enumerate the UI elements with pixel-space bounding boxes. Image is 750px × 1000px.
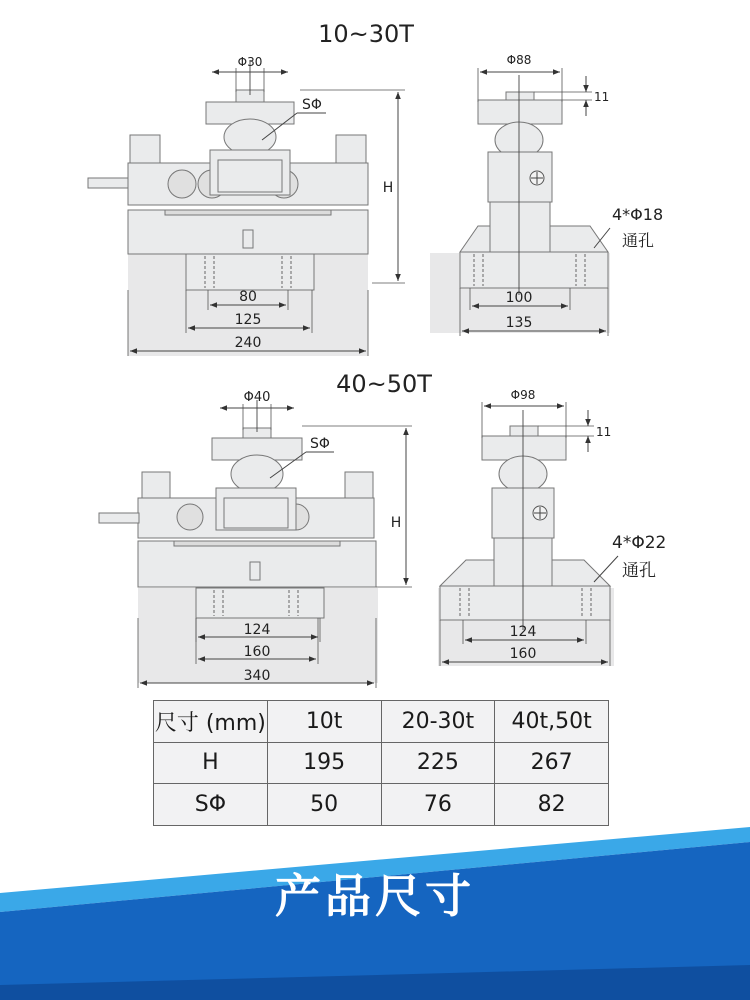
large-base [196, 588, 324, 618]
dim-phi98: Φ98 [510, 388, 536, 402]
dim-h-large: H [390, 515, 402, 531]
label-through-hole: 通孔 [622, 231, 655, 250]
footer-title: 产品尺寸 [275, 869, 475, 923]
left-end-block [130, 135, 160, 163]
load-block-inner [218, 160, 282, 192]
dim-100: 100 [505, 290, 533, 306]
table-header-cell: 10t [267, 701, 381, 743]
spec-table [153, 700, 609, 826]
table-cell: 225 [381, 742, 495, 784]
dim-80: 80 [239, 289, 257, 305]
label-sphere-large: SΦ [310, 436, 330, 452]
large-right-block [345, 472, 373, 498]
dim-125: 125 [234, 312, 262, 328]
title-10-30t: 10~30T [318, 20, 414, 48]
dim-11: 11 [594, 90, 610, 104]
side-column [490, 202, 550, 252]
dim-11-large: 11 [596, 425, 612, 439]
side-top-pad [478, 100, 562, 124]
large-left-block [142, 472, 170, 498]
table-cell: 195 [267, 742, 381, 784]
large-side-trap-r [552, 560, 610, 586]
large-lower-slot [174, 541, 340, 546]
table-cell: 76 [381, 784, 495, 826]
table-row-label: SΦ [154, 784, 268, 826]
table-header-cell: 尺寸 (mm) [154, 701, 268, 743]
cable [88, 178, 128, 188]
large-hole-1 [177, 504, 203, 530]
side-trapezoid [460, 226, 490, 252]
large-side-plate [510, 426, 538, 436]
side-trapezoid-r [550, 226, 608, 252]
large-load-inner [224, 498, 288, 528]
front-view-large [99, 390, 412, 688]
table-row [154, 784, 609, 826]
large-side-base [440, 586, 610, 620]
dim-phi40: Φ40 [243, 390, 271, 405]
table-row-label: H [154, 742, 268, 784]
dim-340: 340 [243, 668, 271, 684]
side-base [460, 252, 608, 288]
table-row [154, 742, 609, 784]
table-header-row [154, 701, 609, 743]
large-pin [250, 562, 260, 580]
table-header-cell: 40t,50t [495, 701, 609, 743]
dim-h: H [382, 180, 394, 196]
table-cell: 267 [495, 742, 609, 784]
front-view-small [88, 55, 405, 356]
label-holes-22: 4*Φ22 [612, 533, 667, 553]
dim-side-160: 160 [509, 646, 537, 662]
label-sphere: SΦ [302, 97, 322, 113]
table-header-cell: 20-30t [381, 701, 495, 743]
large-cable [99, 513, 139, 523]
dim-phi88: Φ88 [506, 53, 532, 67]
table-cell: 82 [495, 784, 609, 826]
lower-plate-slot [165, 210, 331, 215]
dim-240: 240 [234, 335, 262, 351]
large-side-trap-l [440, 560, 494, 586]
label-through-hole-large: 通孔 [622, 561, 656, 581]
beam-hole-1 [168, 170, 196, 198]
dim-160: 160 [243, 644, 271, 660]
dim-phi30: Φ30 [237, 55, 263, 69]
side-top-plate [506, 92, 534, 100]
table-cell: 50 [267, 784, 381, 826]
right-end-block [336, 135, 366, 163]
label-holes-18: 4*Φ18 [612, 205, 664, 224]
mid-pin [243, 230, 253, 248]
dim-side-124: 124 [509, 624, 537, 640]
side-view-large [438, 388, 666, 666]
side-view-small [430, 53, 663, 336]
dim-124: 124 [243, 622, 271, 638]
title-40-50t: 40~50T [336, 370, 432, 398]
dim-135: 135 [505, 315, 533, 331]
